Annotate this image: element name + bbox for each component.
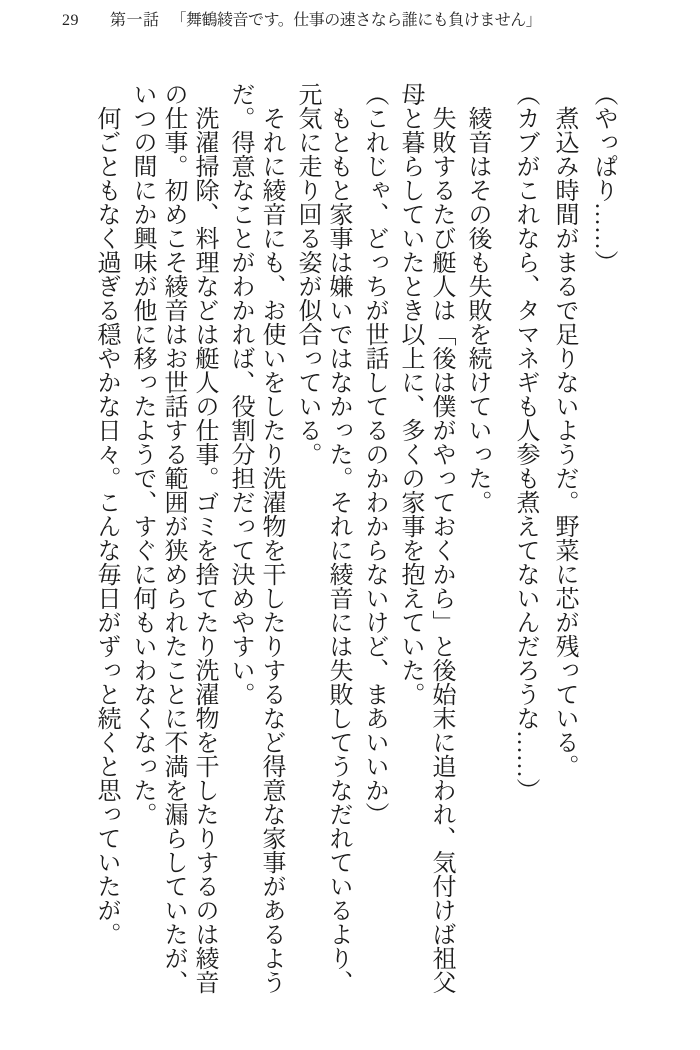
paragraph: 洗濯掃除、料理などは艇人の仕事。ゴミを捨てたり洗濯物を干したりするのは綾音の仕事。初めこそ綾音はお世話する範囲が狭められたことに不満を漏らしていたが、いつの間にか興味が他に移ったようで、すぐに何もいわなくなった。 bbox=[129, 82, 217, 994]
paragraph-monologue: （カブがこれなら、タマネギも人参も煮えてないんだろうな……） bbox=[512, 82, 538, 802]
paragraph: 煮込み時間がまるで足りないようだ。野菜に芯が残っている。 bbox=[551, 82, 577, 778]
paragraph: それに綾音にも、お使いをしたり洗濯物を干したりするなど得意な家事があるようだ。得意なことがわかれば、役割分担だって決めやすい。 bbox=[227, 82, 284, 994]
paragraph: もともと家事は嫌いではなかった。それに綾音には失敗してうなだれているより、元気に走り回る姿が似合っている。 bbox=[294, 82, 351, 994]
paragraph: 何ごともなく過ぎる穏やかな日々。こんな毎日がずっと続くと思っていたが。 bbox=[93, 82, 119, 946]
paragraph: 失敗するたび艇人は「後は僕がやっておくから」と後始末に追われ、気付けば祖父母と暮らしていたとき以上に、多くの家事を抱えていた。 bbox=[397, 82, 454, 994]
chapter-title: 「舞鶴綾音です。仕事の速さなら誰にも負けません」 bbox=[170, 12, 542, 29]
page-number: 29 bbox=[62, 12, 79, 29]
paragraph: 綾音はその後も失敗を続けていった。 bbox=[464, 82, 490, 514]
chapter-label: 第一話 bbox=[110, 12, 160, 29]
paragraph-monologue: （やっぱり……） bbox=[590, 82, 616, 274]
paragraph-monologue: （これじゃ、どっちが世話してるのかわからないけど、まあいいか） bbox=[361, 82, 387, 826]
running-header bbox=[62, 7, 541, 30]
vertical-text-body bbox=[85, 82, 618, 997]
